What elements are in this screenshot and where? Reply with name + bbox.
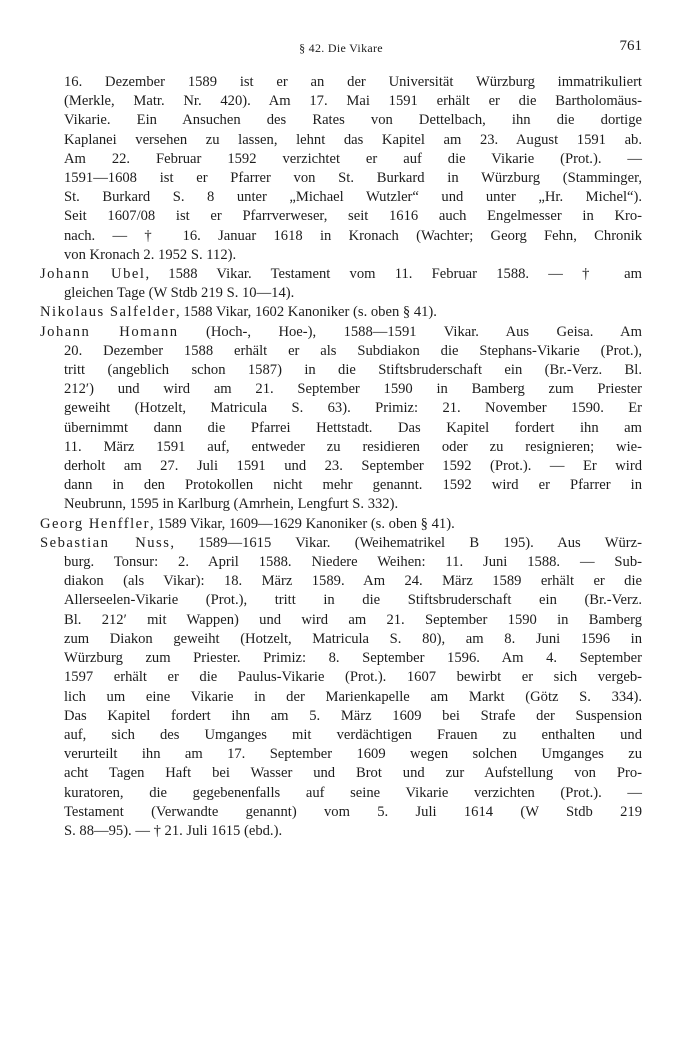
person-name: Johann Homann <box>40 323 179 340</box>
text-line <box>40 419 642 438</box>
line-text: , 1588 Vikar. Testament vom 11. Februar 1588. — † am <box>145 266 642 283</box>
text-line <box>40 688 642 707</box>
text-line <box>40 303 642 322</box>
text-line <box>40 668 642 687</box>
line-text: Allerseelen-Vikarie (Prot.), tritt in die Stiftsbruderschaft ein (Br.-Verz. <box>64 592 642 609</box>
text-line <box>40 764 642 783</box>
line-text: , 1589—1615 Vikar. (Weihematrikel B 195). Aus Würz- <box>170 534 642 551</box>
person-entry <box>40 515 642 534</box>
text-line <box>40 457 642 476</box>
text-line <box>40 438 642 457</box>
text-line <box>40 649 642 668</box>
line-text: Kaplanei versehen zu lassen, lehnt das Kapitel am 23. August 1591 ab. <box>64 131 642 148</box>
text-line <box>40 707 642 726</box>
line-text: (Merkle, Matr. Nr. 420). Am 17. Mai 1591 erhält er die Bartholomäus- <box>64 93 642 110</box>
line-text: acht Tagen Haft bei Wasser und Brot und zur Aufstellung von Pro- <box>64 765 642 782</box>
line-text: diakon (als Vikar): 18. März 1589. Am 24. März 1589 erhält er die <box>64 573 642 590</box>
text-line <box>40 92 642 111</box>
person-entry <box>40 303 642 322</box>
text-line <box>40 284 642 303</box>
person-name: Johann Ubel <box>40 266 146 283</box>
text-line <box>40 246 642 265</box>
text-line <box>40 150 642 169</box>
line-text: , 1589 Vikar, 1609—1629 Kanoniker (s. oben § 41). <box>150 515 455 532</box>
line-text: geweiht (Hotzelt, Matricula S. 63). Primiz: 21. November 1590. Er <box>64 400 642 417</box>
text-line <box>40 73 642 92</box>
text-line <box>40 726 642 745</box>
text-line <box>40 323 642 342</box>
line-text: Bl. 212′ mit Wappen) und wird am 21. September 1590 in Bamberg <box>64 611 642 628</box>
line-text: nach. — † 16. Januar 1618 in Kronach (Wachter; Georg Fehn, Chronik <box>64 227 642 244</box>
line-text: lich um eine Vikarie in der Marienkapelle am Markt (Götz S. 334). <box>64 688 642 705</box>
line-text: Neubrunn, 1595 in Karlburg (Amrhein, Lengfurt S. 332). <box>64 496 399 513</box>
text-line <box>40 380 642 399</box>
page-number: 761 <box>619 38 642 54</box>
line-text: zum Diakon geweiht (Hotzelt, Matricula S. 80), am 8. Juni 1596 in <box>64 630 642 647</box>
text-line <box>40 803 642 822</box>
text-line <box>40 476 642 495</box>
line-text: (Hoch-, Hoe-), 1588—1591 Vikar. Aus Geisa. Am <box>178 323 642 340</box>
line-text: Testament (Verwandte genannt) vom 5. Juli 1614 (W Stdb 219 <box>64 803 642 820</box>
text-line <box>40 745 642 764</box>
text-line <box>40 131 642 150</box>
text-line <box>40 515 642 534</box>
line-text: derholt am 27. Juli 1591 und 23. September 1592 (Prot.). — Er wird <box>64 458 642 475</box>
text-line <box>40 361 642 380</box>
line-text: tritt (angeblich schon 1587) in die Stiftsbruderschaft ein (Br.-Verz. Bl. <box>64 362 642 379</box>
line-text: Vikarie. Ein Ansuchen des Rates von Dettelbach, ihn die dortige <box>64 112 642 129</box>
text-line <box>40 534 642 553</box>
line-text: S. 88—95). — † 21. Juli 1615 (ebd.). <box>64 822 283 839</box>
person-entry <box>40 323 642 515</box>
text-line <box>40 111 642 130</box>
line-text: 16. Dezember 1589 ist er an der Universität Würzburg immatrikuliert <box>64 74 642 90</box>
person-name: Sebastian Nuss <box>40 534 171 551</box>
line-text: Das Kapitel fordert ihn am 5. März 1609 bei Strafe der Suspension <box>64 707 642 724</box>
person-entry <box>40 265 642 303</box>
text-line <box>40 495 642 514</box>
text-line <box>40 553 642 572</box>
text-line <box>40 342 642 361</box>
line-text: 1591—1608 ist er Pfarrer von St. Burkard in Würzburg (Stamminger, <box>64 170 642 187</box>
line-text: 212′) und wird am 21. September 1590 in Bamberg zum Priester <box>64 381 642 398</box>
line-text: Am 22. Februar 1592 verzichtet er auf die Vikarie (Prot.). — <box>64 150 642 167</box>
running-head: § 42. Die Vikare <box>299 41 383 55</box>
text-line <box>40 784 642 803</box>
person-name: Nikolaus Salfelder <box>40 304 177 321</box>
person-entry <box>40 534 642 841</box>
text-line <box>40 822 642 841</box>
line-text: , 1588 Vikar, 1602 Kanoniker (s. oben § 41). <box>176 304 437 321</box>
person-name: Georg Henffler <box>40 515 151 532</box>
text-line <box>40 399 642 418</box>
line-text: verurteilt ihn am 17. September 1609 wegen solchen Umganges zu <box>64 746 642 763</box>
line-text: St. Burkard S. 8 unter „Michael Wutzler“ und unter „Hr. Michel“). <box>64 189 642 206</box>
line-text: 11. März 1591 auf, entweder zu residieren oder zu resignieren; wie- <box>64 438 642 455</box>
line-text: Seit 1607/08 ist er Pfarrverweser, seit 1616 auch Engelmesser in Kro- <box>64 208 642 225</box>
text-line <box>40 591 642 610</box>
line-text: 1597 erhält er die Paulus-Vikarie (Prot.). 1607 bewirbt er sich vergeb- <box>64 669 642 686</box>
text-line <box>40 611 642 630</box>
text-line <box>40 188 642 207</box>
text-line <box>40 572 642 591</box>
line-text: kuratoren, die gegebenenfalls auf seine Vikarie verzichten (Prot.). — <box>64 784 642 801</box>
line-text: auf, sich des Umganges mit verdächtigen Frauen zu enthalten und <box>64 726 642 743</box>
continued-entry <box>40 73 642 265</box>
line-text: übernimmt dann die Pfarrei Hettstadt. Das Kapitel fordert ihn am <box>64 419 642 436</box>
body-text <box>40 73 642 841</box>
page-header <box>40 38 642 60</box>
text-line <box>40 207 642 226</box>
line-text: Würzburg zum Priester. Primiz: 8. September 1596. Am 4. September <box>64 650 642 667</box>
line-text: 20. Dezember 1588 erhält er als Subdiakon die Stephans-Vikarie (Prot.), <box>64 342 642 359</box>
line-text: gleichen Tage (W Stdb 219 S. 10—14). <box>64 285 295 302</box>
text-line <box>40 227 642 246</box>
line-text: burg. Tonsur: 2. April 1588. Niedere Weihen: 11. Juni 1588. — Sub- <box>64 554 642 571</box>
text-line <box>40 630 642 649</box>
line-text: von Kronach 2. 1952 S. 112). <box>64 246 237 263</box>
text-line <box>40 265 642 284</box>
text-line <box>40 169 642 188</box>
line-text: dann in den Protokollen nicht mehr genannt. 1592 wird er Pfarrer in <box>64 477 642 494</box>
